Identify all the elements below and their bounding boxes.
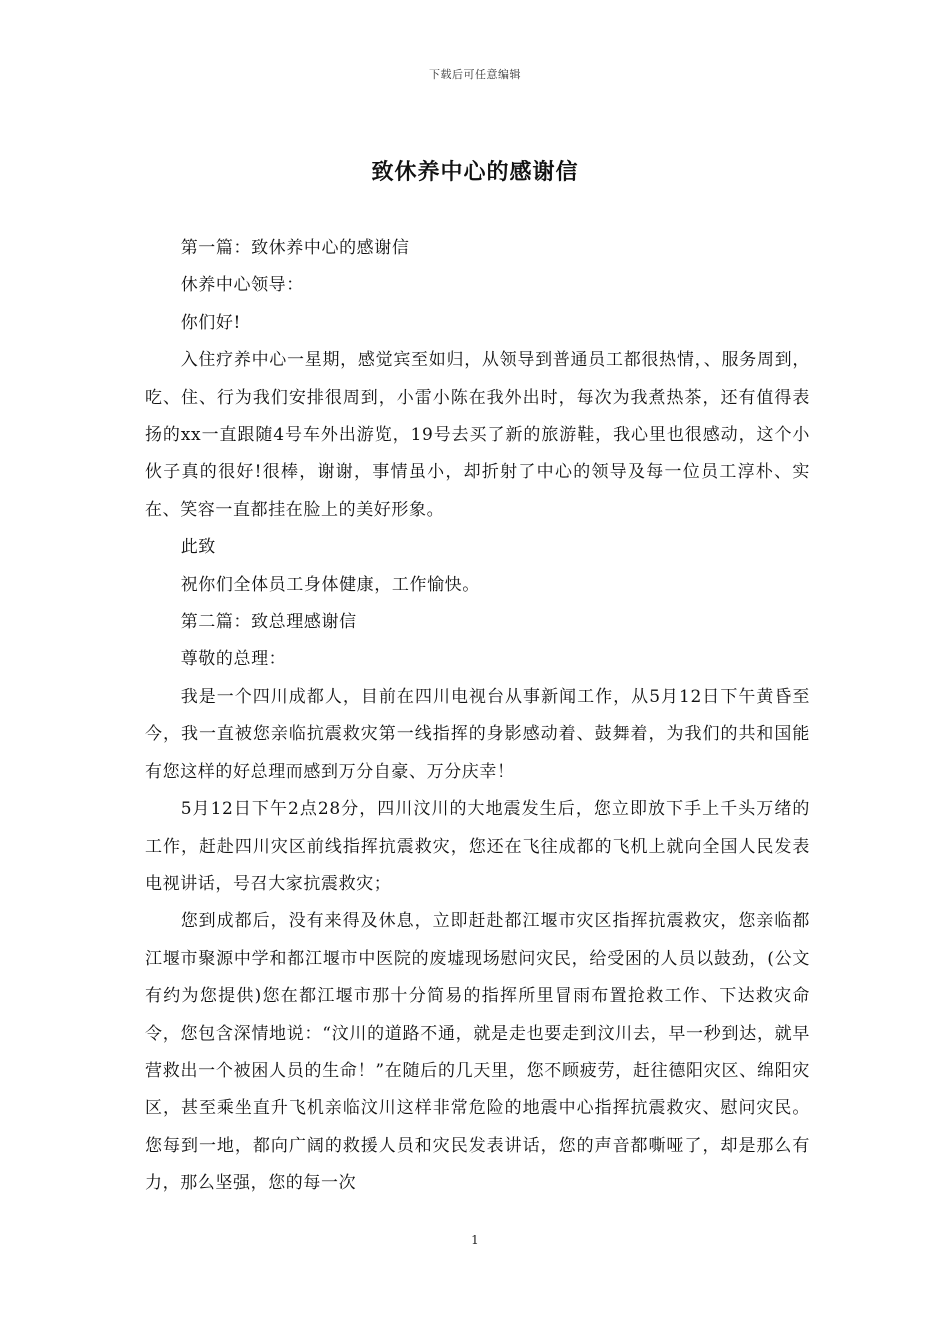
paragraph: 您到成都后，没有来得及休息，立即赶赴都江堰市灾区指挥抗震救灾，您亲临都江堰市聚源中学和都江堰市中医院的废墟现场慰问灾民，给受困的人员以鼓劲，(公文有约为您提供)您在都江堰市那十分简易的指挥所里冒雨布置抢救工作、下达救灾命令，您包含深情地说：“汶川的道路不通，就是走也要走到汶川去，早一秒到达，就早营救出一个被困人员的生命！”在随后的几天里，您不顾疲劳，赶往德阳灾区、绵阳灾区，甚至乘坐直升飞机亲临汶川这样非常危险的地震中心指挥抗震救灾、慰问灾民。您每到一地，都向广阔的救援人员和灾民发表讲话，您的声音都嘶哑了，却是那么有力，那么坚强，您的每一次: [145, 911, 810, 1194]
paragraph: 休养中心领导：: [180, 275, 304, 296]
paragraph: 5月12日下午2点28分，四川汶川的大地震发生后，您立即放下手上千头万绪的工作，赶赴四川灾区前线指挥抗震救灾，您还在飞往成都的飞机上就向全国人民发表电视讲话，号召大家抗震救灾；: [145, 799, 810, 894]
header-note: 下载后可任意编辑: [429, 68, 521, 81]
paragraph: 入住疗养中心一星期，感觉宾至如归，从领导到普通员工都很热情，、服务周到，吃、住、行为我们安排很周到，小雷小陈在我外出时，每次为我煮热茶，还有值得表扬的xx一直跟随4号车外出游览，19号去买了新的旅游鞋，我心里也很感动，这个小伙子真的很好!很棒，谢谢，事情虽小，却折射了中心的领导及每一位员工淳朴、实在、笑容一直都挂在脸上的美好形象。: [145, 350, 810, 520]
document-title: 致休养中心的感谢信: [371, 159, 579, 185]
paragraph: 你们好!: [180, 312, 241, 333]
document-body: [145, 230, 810, 1203]
paragraph: 第一篇：致休养中心的感谢信: [180, 238, 410, 258]
paragraph: 祝你们全体员工身体健康，工作愉快。: [180, 574, 480, 595]
paragraph: 尊敬的总理：: [180, 649, 287, 670]
paragraph: 我是一个四川成都人，目前在四川电视台从事新闻工作，从5月12日下午黄昏至今，我一直被您亲临抗震救灾第一线指挥的身影感动着、鼓舞着，为我们的共和国能有您这样的好总理而感到万分自豪、万分庆幸！: [145, 686, 810, 782]
paragraph: 第二篇：致总理感谢信: [180, 612, 357, 633]
paragraph: 此致: [180, 537, 216, 558]
page-number: 1: [471, 1233, 479, 1247]
